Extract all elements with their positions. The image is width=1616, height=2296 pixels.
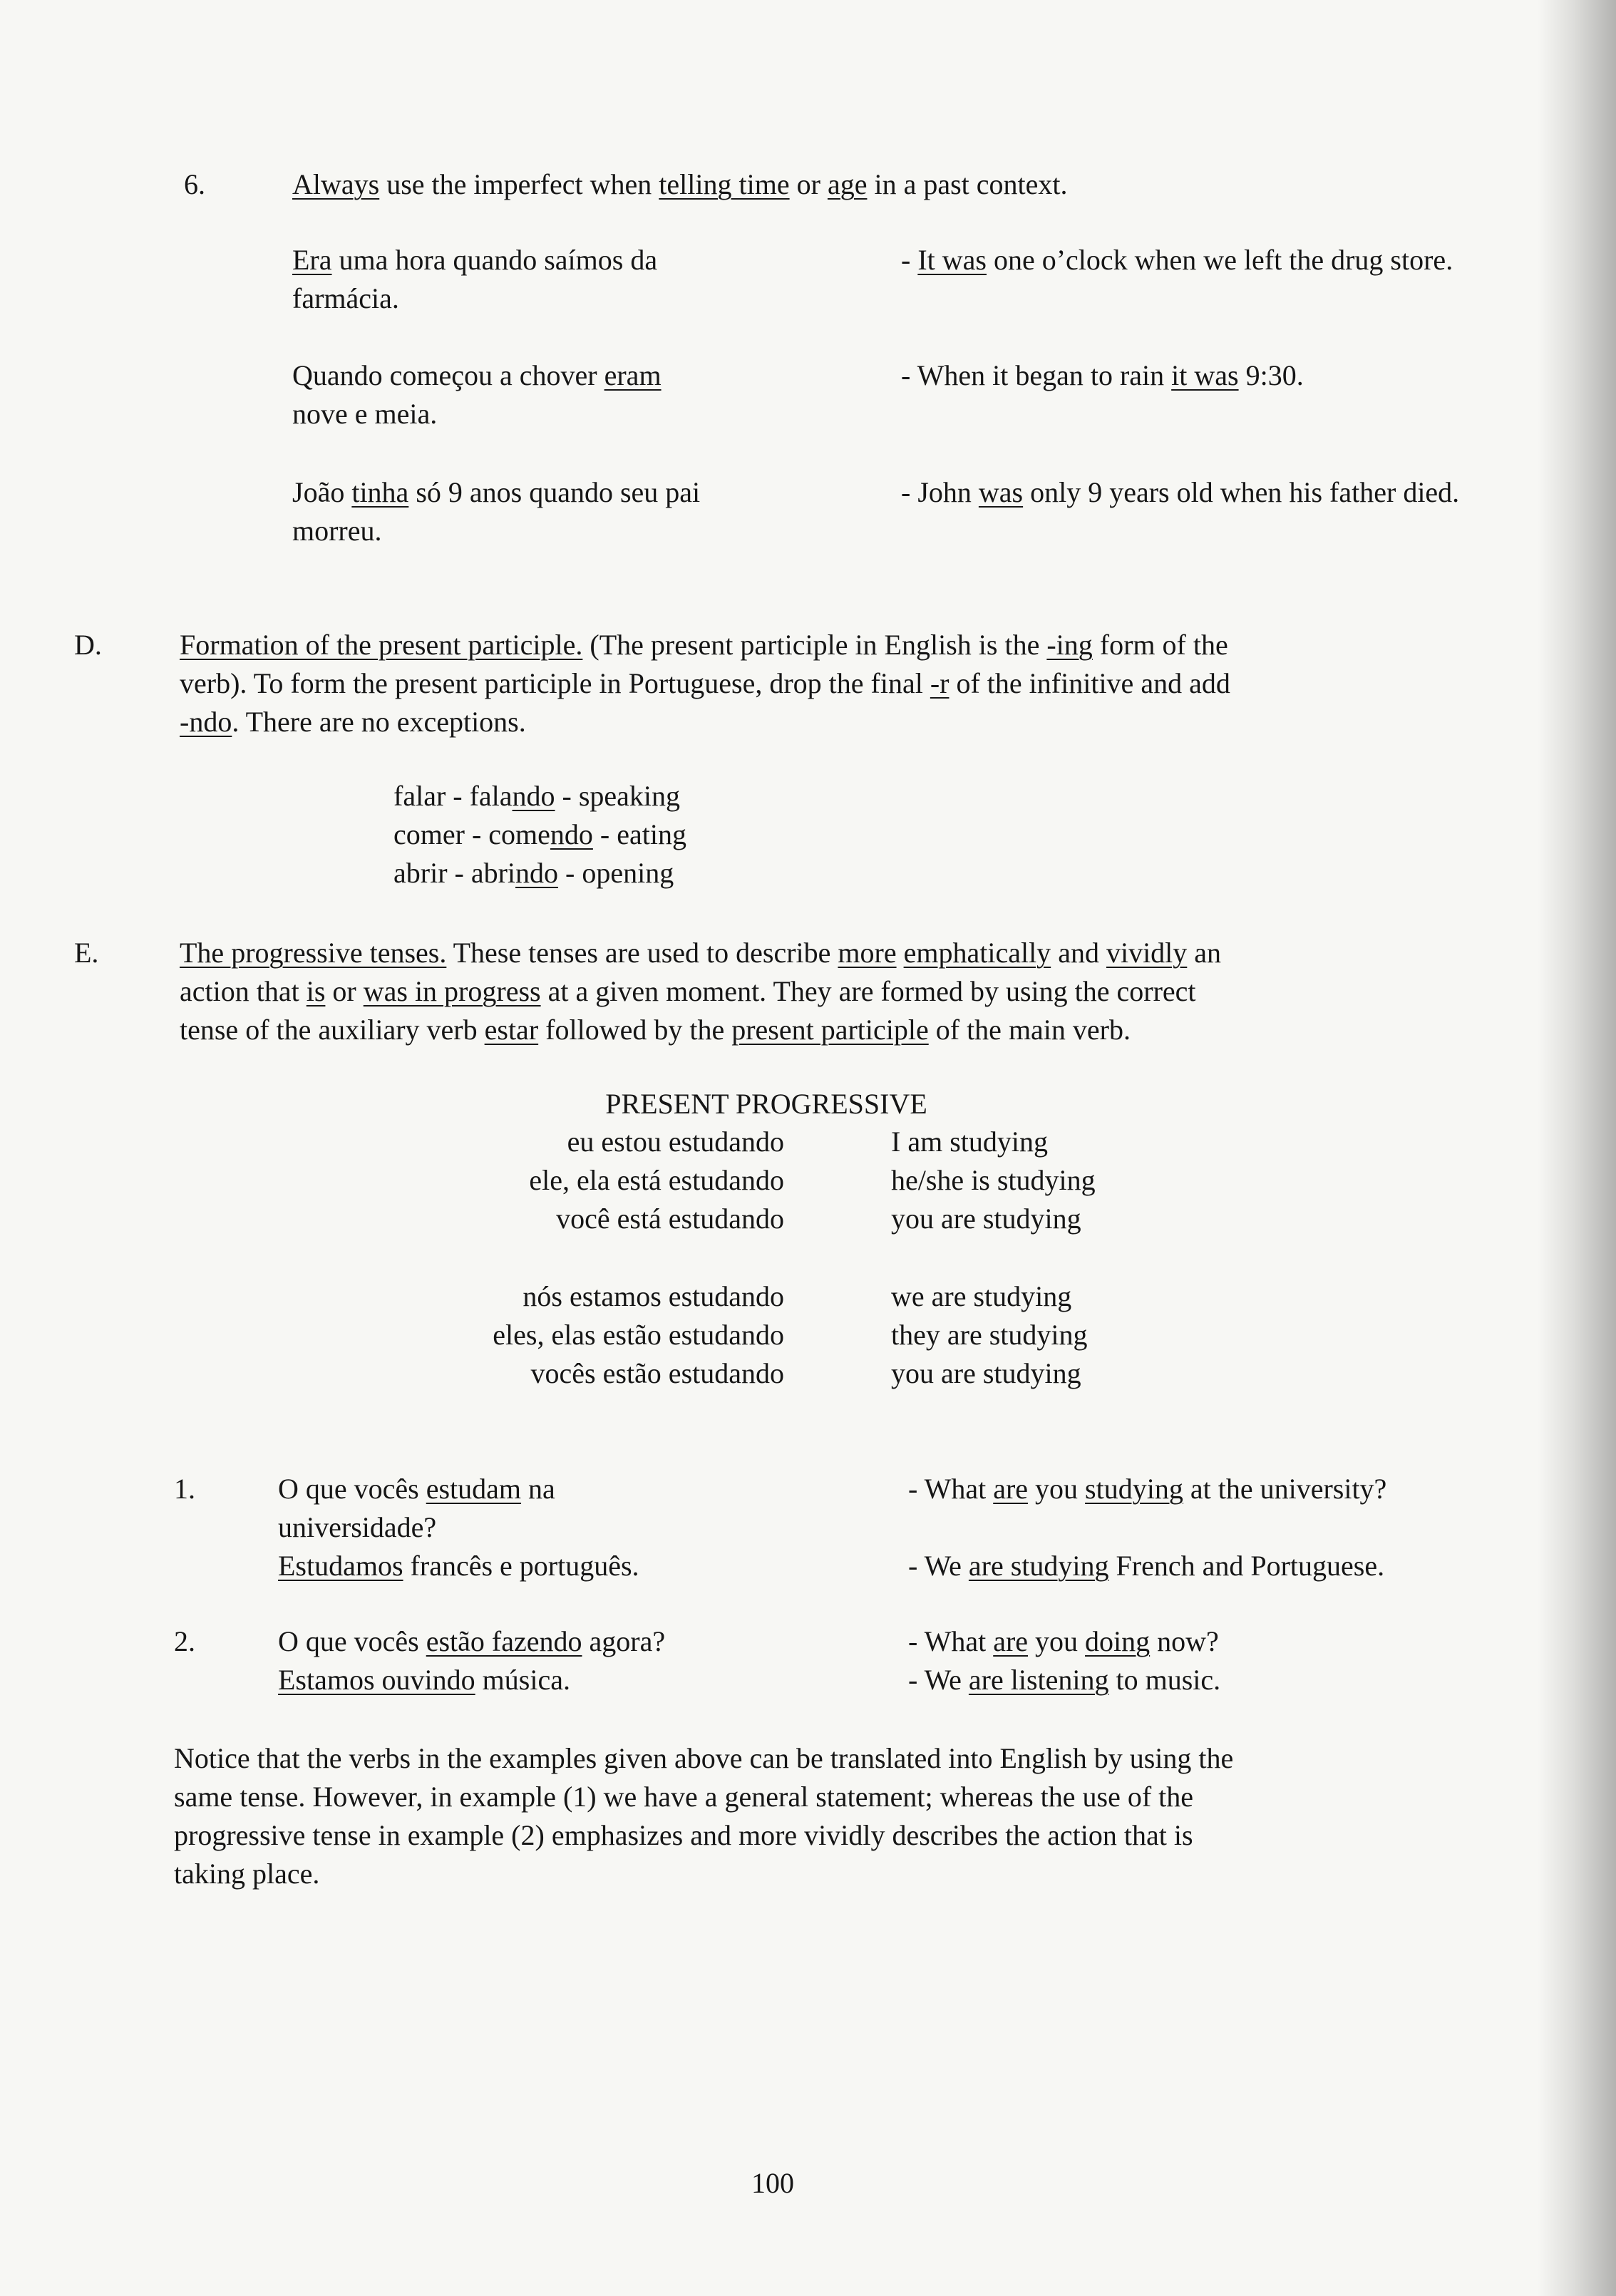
underlined-text: -ndo [180,706,232,738]
underlined-text: present participle [731,1014,929,1046]
text-run: universidade? [278,1511,437,1543]
participle-item [393,854,892,892]
text-run: - We [908,1664,969,1696]
underlined-text: ndo [550,818,593,850]
underlined-text: eram [604,359,662,391]
conjugation-translation: he/she is studying [891,1164,1096,1196]
text-run: uma hora quando saímos da [331,244,658,276]
text-run: in a past context. [867,168,1068,200]
example-line [908,1470,1585,1508]
conjugation-form: ele, ela está estudando [529,1164,784,1196]
underlined-text: estudam [426,1473,522,1505]
text-run: música. [475,1664,570,1696]
underlined-text: -r [930,667,949,699]
underlined-text: It was [917,244,987,276]
conjugation-form: você está estudando [556,1203,784,1235]
text-run: you [1028,1473,1086,1505]
text-run: form of the [1092,629,1228,661]
text-run: action that [180,975,307,1007]
text-run: O que vocês [278,1473,426,1505]
example-line-spacer [908,1508,1585,1547]
text-run: now? [1150,1625,1219,1657]
section-d-text [180,626,1448,741]
text-run: French and Portuguese. [1108,1550,1385,1582]
underlined-text: more [838,937,897,969]
underlined-text: emphatically [903,937,1051,969]
text-run: of the main verb. [928,1014,1131,1046]
text-run: - We [908,1550,969,1582]
example-line [908,1547,1585,1585]
example-line [908,1661,1585,1699]
conjugation-translation: I am studying [891,1126,1048,1158]
page-edge-shadow [1538,0,1616,2296]
example-line [278,1508,777,1547]
underlined-text: it was [1171,359,1239,391]
item-6-rule [292,165,1290,204]
text-run: at the university? [1183,1473,1387,1505]
section-e-text [180,934,1448,1049]
text-run: na [521,1473,555,1505]
text-run: verb). To form the present participle in Portuguese, drop the final [180,667,930,699]
text-run [897,937,904,969]
text-run: use the imperfect when [379,168,659,200]
paragraph-line [180,934,1448,972]
conjugation-form: vocês estão estudando [530,1357,784,1389]
paragraph-line [180,703,1448,741]
text-run: (The present participle in English is the [582,629,1047,661]
underlined-text: Estudamos [278,1550,403,1582]
participle-list [393,777,892,892]
underlined-text: studying [1085,1473,1183,1505]
text-run: one o’clock when we left the drug store. [986,244,1453,276]
text-run: or [789,168,828,200]
section-e-letter: E. [74,937,99,969]
underlined-text: are listening [968,1664,1109,1696]
example-line [292,512,791,550]
item-6-number: 6. [184,168,205,200]
text-run: only 9 years old when his father died. [1023,476,1460,508]
example-6-3-portuguese [292,473,791,550]
underlined-text: was in progress [363,975,541,1007]
text-run: - What [908,1625,994,1657]
conjugation-translation: you are studying [891,1203,1081,1235]
text-run: Quando começou a chover [292,359,604,391]
conjugation-pt-group-1 [356,1123,784,1238]
text-run: followed by the [538,1014,732,1046]
text-run: . There are no exceptions. [232,706,526,738]
conjugation-translation: they are studying [891,1319,1088,1351]
underlined-text: The progressive tenses. [180,937,447,969]
paragraph-line: taking place. [174,1858,320,1890]
text-run: francês e português. [403,1550,639,1582]
participle-item [393,777,892,815]
text-run: abrir - abri [393,857,516,889]
text-run: These tenses are used to describe [446,937,838,969]
text-run: João [292,476,352,508]
paragraph-line: Notice that the verbs in the examples given above can be translated into English by using the [174,1742,1234,1774]
example-line [278,1661,777,1699]
conjugation-translation: we are studying [891,1280,1072,1312]
underlined-text: vividly [1106,937,1188,969]
example-6-1-english [901,241,1585,279]
text-run: agora? [582,1625,666,1657]
example-6-2-english [901,356,1585,395]
example-1-portuguese [278,1470,777,1585]
example-6-1-portuguese [292,241,791,318]
present-progressive-title: PRESENT PROGRESSIVE [605,1088,927,1120]
example-line [292,241,791,279]
example-1-number: 1. [174,1473,195,1505]
conjugation-form: eles, elas estão estudando [493,1319,784,1351]
example-6-2-portuguese [292,356,791,433]
paragraph-line [180,664,1448,703]
underlined-text: Era [292,244,332,276]
conjugation-translation: you are studying [891,1357,1081,1389]
conjugation-form: eu estou estudando [567,1126,784,1158]
text-run: - What [908,1473,994,1505]
text-run: tense of the auxiliary verb [180,1014,485,1046]
text-run: - John [901,476,979,508]
paragraph-line: same tense. However, in example (1) we have a general statement; whereas the use of the [174,1781,1194,1813]
text-run: to music. [1108,1664,1221,1696]
underlined-text: Formation of the present participle. [180,629,583,661]
text-run: só 9 anos quando seu pai [408,476,701,508]
paragraph-line: progressive tense in example (2) emphasizes and more vividly describes the action that is [174,1819,1193,1851]
text-run: - speaking [555,780,681,812]
page-number: 100 [751,2167,794,2199]
underlined-text: estão fazendo [426,1625,582,1657]
conjugation-en-group-2 [891,1277,1319,1393]
text-run: O que vocês [278,1625,426,1657]
underlined-text: is [306,975,326,1007]
example-1-english [908,1470,1585,1585]
example-line [292,356,791,395]
text-run: farmácia. [292,282,399,314]
text-run: of the infinitive and add [949,667,1230,699]
text-run: comer - come [393,818,550,850]
conjugation-pt-group-2 [356,1277,784,1393]
text-run: - eating [592,818,686,850]
example-line [278,1470,777,1508]
underlined-text: telling time [659,168,790,200]
paragraph-line [180,972,1448,1011]
text-run: 9:30. [1238,359,1304,391]
text-run: at a given moment. They are formed by using the correct [540,975,1196,1007]
underlined-text: age [827,168,868,200]
underlined-text: estar [484,1014,539,1046]
paragraph-line [180,626,1448,664]
example-line [292,473,791,512]
text-run: you [1028,1625,1086,1657]
example-2-portuguese [278,1622,777,1699]
example-2-number: 2. [174,1625,195,1657]
text-run: - [901,244,918,276]
example-line [292,395,791,433]
text-run: nove e meia. [292,398,438,430]
section-d-letter: D. [74,629,102,661]
example-line [908,1622,1585,1661]
example-line [278,1547,777,1585]
text-run: - opening [558,857,674,889]
text-run: morreu. [292,515,382,547]
notice-paragraph [174,1739,1500,1893]
conjugation-form: nós estamos estudando [523,1280,784,1312]
underlined-text: Always [292,168,380,200]
text-run: and [1051,937,1106,969]
underlined-text: Estamos ouvindo [278,1664,475,1696]
underlined-text: doing [1085,1625,1151,1657]
underlined-text: tinha [351,476,409,508]
underlined-text: was [978,476,1024,508]
underlined-text: are [993,1473,1029,1505]
underlined-text: ndo [512,780,555,812]
example-6-3-english [901,473,1585,512]
underlined-text: ndo [515,857,559,889]
conjugation-en-group-1 [891,1123,1319,1238]
underlined-text: are [993,1625,1029,1657]
text-run: falar - fala [393,780,513,812]
example-line [292,279,791,318]
participle-item [393,815,892,854]
text-run: - When it began to rain [901,359,1172,391]
text-run: or [325,975,364,1007]
text-run: an [1187,937,1222,969]
example-line [278,1622,777,1661]
paragraph-line [180,1011,1448,1049]
underlined-text: -ing [1046,629,1093,661]
underlined-text: are studying [968,1550,1109,1582]
example-2-english [908,1622,1585,1699]
